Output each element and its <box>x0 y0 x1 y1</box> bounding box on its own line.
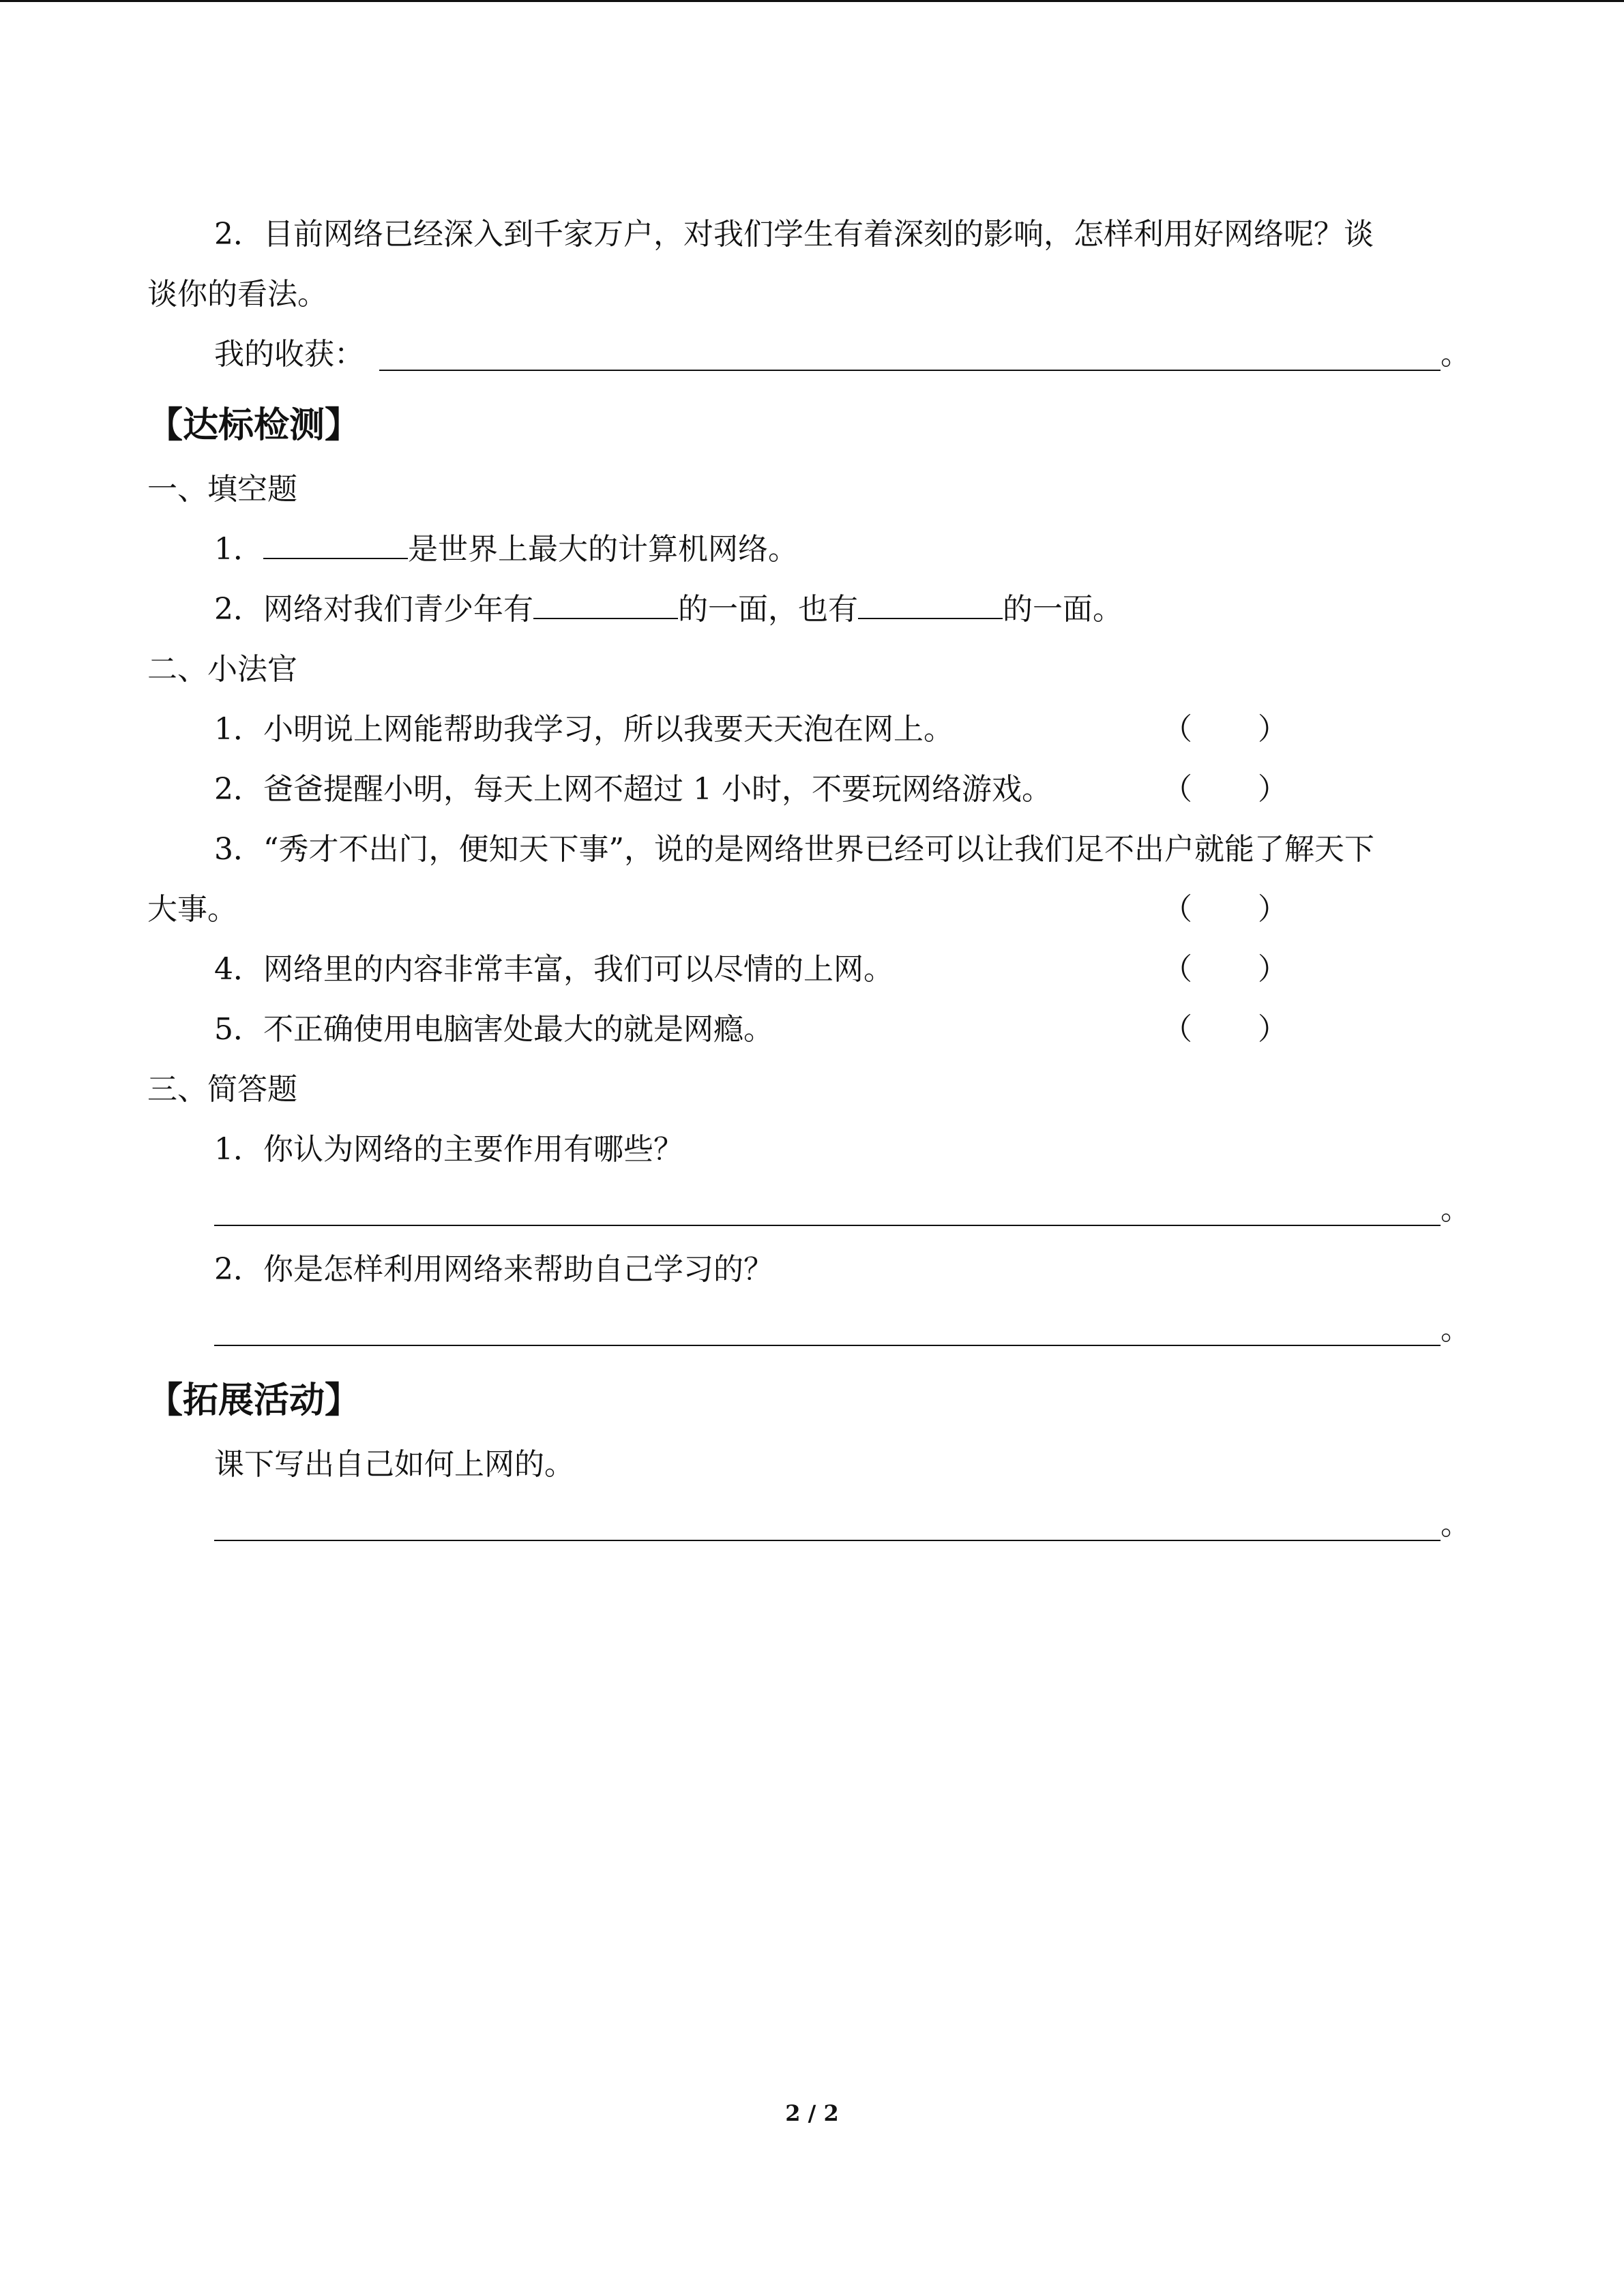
judge-item-4: 4．网络里的内容非常丰富，我们可以尽情的上网。 （ ） <box>147 940 1471 1000</box>
end-mark: 。 <box>1441 337 1471 372</box>
reflection-question-2-line2: 谈你的看法。 <box>147 277 327 312</box>
end-mark: 。 <box>1441 1507 1471 1542</box>
judge-item-3-line2: 大事。 （ ） <box>147 880 1471 940</box>
gain-label: 我的收获： <box>214 337 364 372</box>
judge-title: 二、小法官 <box>147 652 297 687</box>
judge-item-5: 5．不正确使用电脑害处最大的就是网瘾。 （ ） <box>147 1000 1471 1060</box>
fill-blank-q2-blank-2[interactable] <box>858 582 1003 619</box>
judge-answer-2[interactable]: （ ） <box>1162 772 1288 807</box>
short-answer-q2-answer-line <box>147 1300 1471 1360</box>
end-mark: 。 <box>1441 1312 1471 1347</box>
fill-blank-q1: 1． 是世界上最大的计算机网络。 <box>147 520 1471 580</box>
judge-answer-4[interactable]: （ ） <box>1162 952 1288 987</box>
gain-answer-blank[interactable] <box>379 370 1441 371</box>
extension-heading: 【拓展活动】 <box>147 1380 361 1421</box>
judge-item-2: 2．爸爸提醒小明，每天上网不超过 1 小时，不要玩网络游戏。 （ ） <box>147 760 1471 820</box>
top-border <box>0 0 1624 2</box>
short-answer-q2: 2．你是怎样利用网络来帮助自己学习的？ <box>214 1252 773 1287</box>
judge-answer-1[interactable]: （ ） <box>1162 712 1288 747</box>
fill-blank-title: 一、填空题 <box>147 472 297 507</box>
gain-answer-line <box>147 325 1471 385</box>
short-answer-title: 三、简答题 <box>147 1072 297 1107</box>
judge-item-3-line1: 3．“秀才不出门，便知天下事”，说的是网络世界已经可以让我们足不出户就能了解天下 <box>214 832 1374 867</box>
fill-blank-q1-blank[interactable] <box>263 522 408 559</box>
end-mark: 。 <box>1441 1192 1471 1227</box>
short-answer-q1: 1．你认为网络的主要作用有哪些？ <box>214 1132 683 1167</box>
extension-answer-blank[interactable] <box>214 1540 1441 1541</box>
judge-item-1: 1．小明说上网能帮助我学习，所以我要天天泡在网上。 （ ） <box>147 700 1471 760</box>
fill-blank-q2: 2．网络对我们青少年有 的一面，也有 的一面。 <box>147 580 1471 640</box>
fill-blank-q2-blank-1[interactable] <box>533 582 678 619</box>
assessment-heading: 【达标检测】 <box>147 405 361 446</box>
judge-answer-5[interactable]: （ ） <box>1162 1012 1288 1047</box>
extension-answer-line <box>147 1495 1471 1555</box>
short-answer-q1-blank[interactable] <box>214 1225 1441 1226</box>
reflection-question-2-line1: 2．目前网络已经深入到千家万户，对我们学生有着深刻的影响，怎样利用好网络呢？谈 <box>214 217 1374 252</box>
short-answer-q1-answer-line <box>147 1180 1471 1240</box>
worksheet-page <box>147 205 1471 1555</box>
page-number: 2 / 2 <box>785 2100 839 2126</box>
judge-answer-3[interactable]: （ ） <box>1162 892 1288 927</box>
short-answer-q2-blank[interactable] <box>214 1345 1441 1346</box>
extension-prompt: 课下写出自己如何上网的。 <box>214 1447 574 1482</box>
